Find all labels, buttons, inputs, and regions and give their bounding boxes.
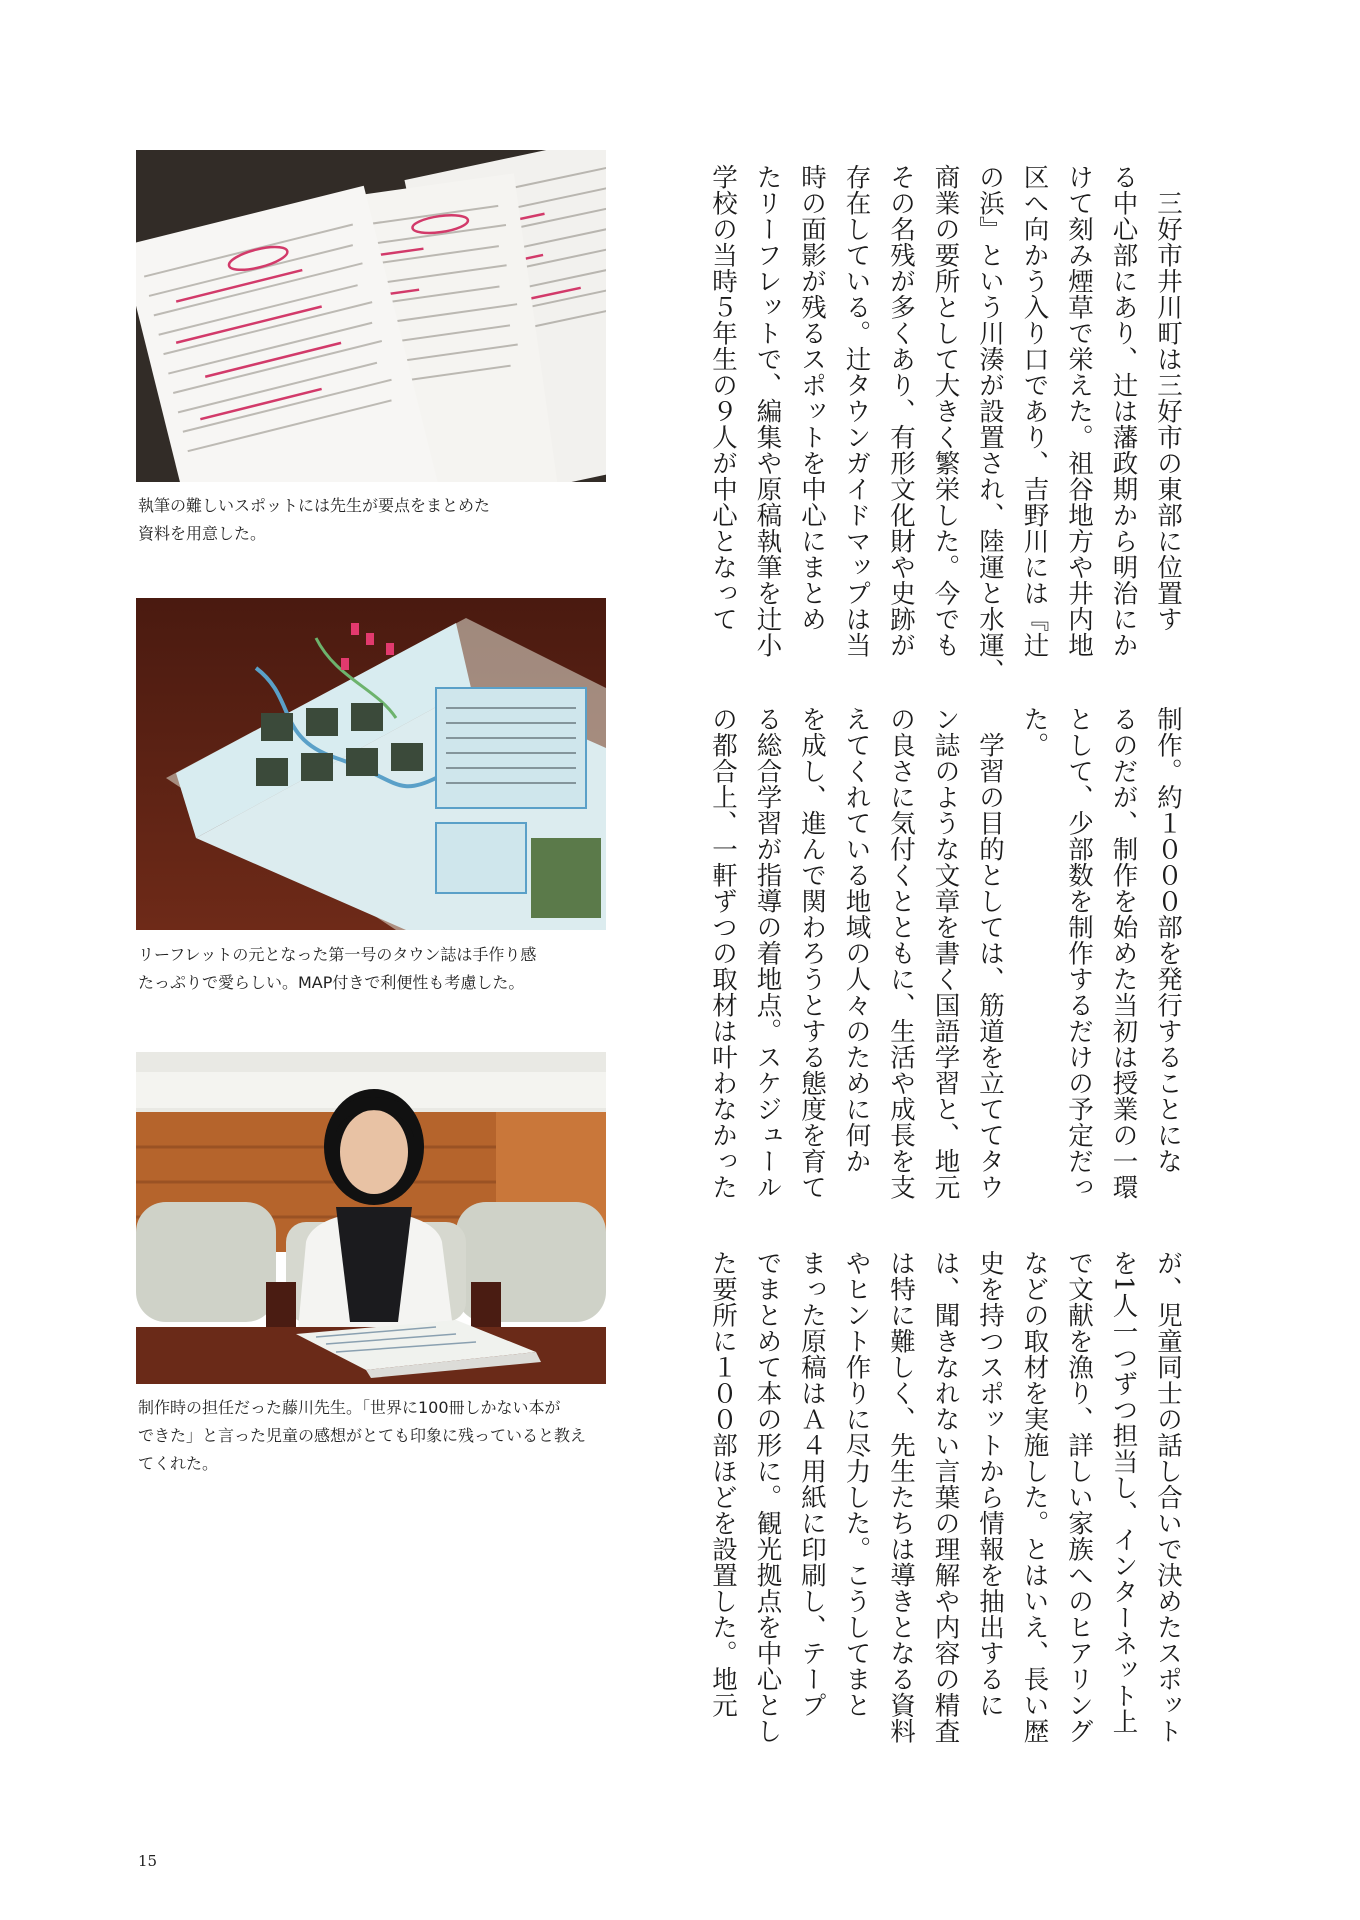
body-text-line: 史を持つスポットから情報を抽出するに (975, 1250, 1005, 1718)
body-text-line: 存在している。辻タウンガイドマップは当 (841, 164, 872, 658)
body-text-line: まった原稿はＡ４用紙に印刷し、テープ (797, 1250, 827, 1718)
body-text-line: 商業の要所として大きく繁栄した。今でも (930, 164, 961, 658)
caption-line: 資料を用意した。 (138, 524, 267, 543)
body-text-line: が、児童同士の話し合いで決めたスポット (1153, 1250, 1183, 1744)
body-text-line: で文献を漁り、詳しい家族へのヒアリング (1064, 1250, 1094, 1744)
body-text-line: 三好市井川町は三好市の東部に位置す (1153, 164, 1183, 632)
body-text-line: る中心部にあり、辻は藩政期から明治にか (1108, 164, 1139, 658)
caption-line: てくれた。 (138, 1454, 219, 1473)
body-text-line: 時の面影が残るスポットを中心にまとめ (797, 164, 827, 632)
body-text-line: の浜』という川湊が設置され、陸運と水運、 (975, 164, 1005, 684)
body-text-line: たリーフレットで、編集や原稿執筆を辻小 (752, 164, 783, 658)
photo-teacher-reading (136, 1052, 606, 1384)
body-text-line: るのだが、制作を始めた当初は授業の一環 (1108, 706, 1139, 1200)
body-text-line: 区へ向かう入り口であり、吉野川には『辻 (1019, 164, 1050, 658)
caption-line: 執筆の難しいスポットには先生が要点をまとめた (138, 496, 491, 515)
caption-line: リーフレットの元となった第一号のタウン誌は手作り感 (138, 945, 537, 964)
body-text-line: その名残が多くあり、有形文化財や史跡が (886, 164, 916, 658)
photo-town-magazine (136, 598, 606, 930)
body-text-line: た。 (1019, 706, 1050, 758)
caption-line: できた」と言った児童の感想がとても印象に残っていると教え (138, 1426, 587, 1445)
photo-manuscript-sheets (136, 150, 606, 482)
body-text-line: でまとめて本の形に。観光拠点を中心とし (752, 1250, 783, 1744)
body-text-line: として、少部数を制作するだけの予定だっ (1064, 706, 1094, 1200)
body-text-line: 制作。約１０００部を発行することにな (1153, 706, 1183, 1174)
caption-photo-1 (138, 492, 608, 548)
page-number: 15 (138, 1852, 158, 1870)
body-text-line: やヒント作りに尽力した。こうしてまと (841, 1250, 872, 1718)
body-text-line: を1人一つずつ担当し、インターネット上 (1108, 1250, 1139, 1735)
body-text-line: けて刻み煙草で栄えた。祖谷地方や井内地 (1064, 164, 1094, 658)
body-text-line: は、聞きなれない言葉の理解や内容の精査 (930, 1250, 961, 1744)
body-text-middle (690, 706, 1190, 1226)
body-text-line: 学習の目的としては、筋道を立ててタウ (975, 706, 1005, 1200)
caption-photo-3 (138, 1394, 608, 1478)
caption-photo-2 (138, 941, 608, 997)
body-text-line: ン誌のような文章を書く国語学習と、地元 (930, 706, 961, 1200)
caption-line: たっぷりで愛らしい。MAP付きで利便性も考慮した。 (138, 973, 525, 992)
body-text-line: を成し、進んで関わろうとする態度を育て (797, 706, 827, 1200)
body-text-line: えてくれている地域の人々のために何か (841, 706, 872, 1174)
body-text-line: は特に難しく、先生たちは導きとなる資料 (886, 1250, 916, 1744)
body-text-top (690, 164, 1190, 684)
body-text-line: た要所に１００部ほどを設置した。地元 (708, 1250, 738, 1718)
caption-line: 制作時の担任だった藤川先生。「世界に100冊しかない本が (138, 1398, 561, 1417)
body-text-line: などの取材を実施した。とはいえ、長い歴 (1019, 1250, 1050, 1744)
body-text-line: の良さに気付くとともに、生活や成長を支 (886, 706, 916, 1200)
body-text-line: 学校の当時５年生の９人が中心となって (708, 164, 738, 632)
body-text-line: の都合上、一軒ずつの取材は叶わなかった (708, 706, 738, 1200)
body-text-bottom (690, 1250, 1190, 1770)
body-text-line: る総合学習が指導の着地点。スケジュール (752, 706, 783, 1200)
